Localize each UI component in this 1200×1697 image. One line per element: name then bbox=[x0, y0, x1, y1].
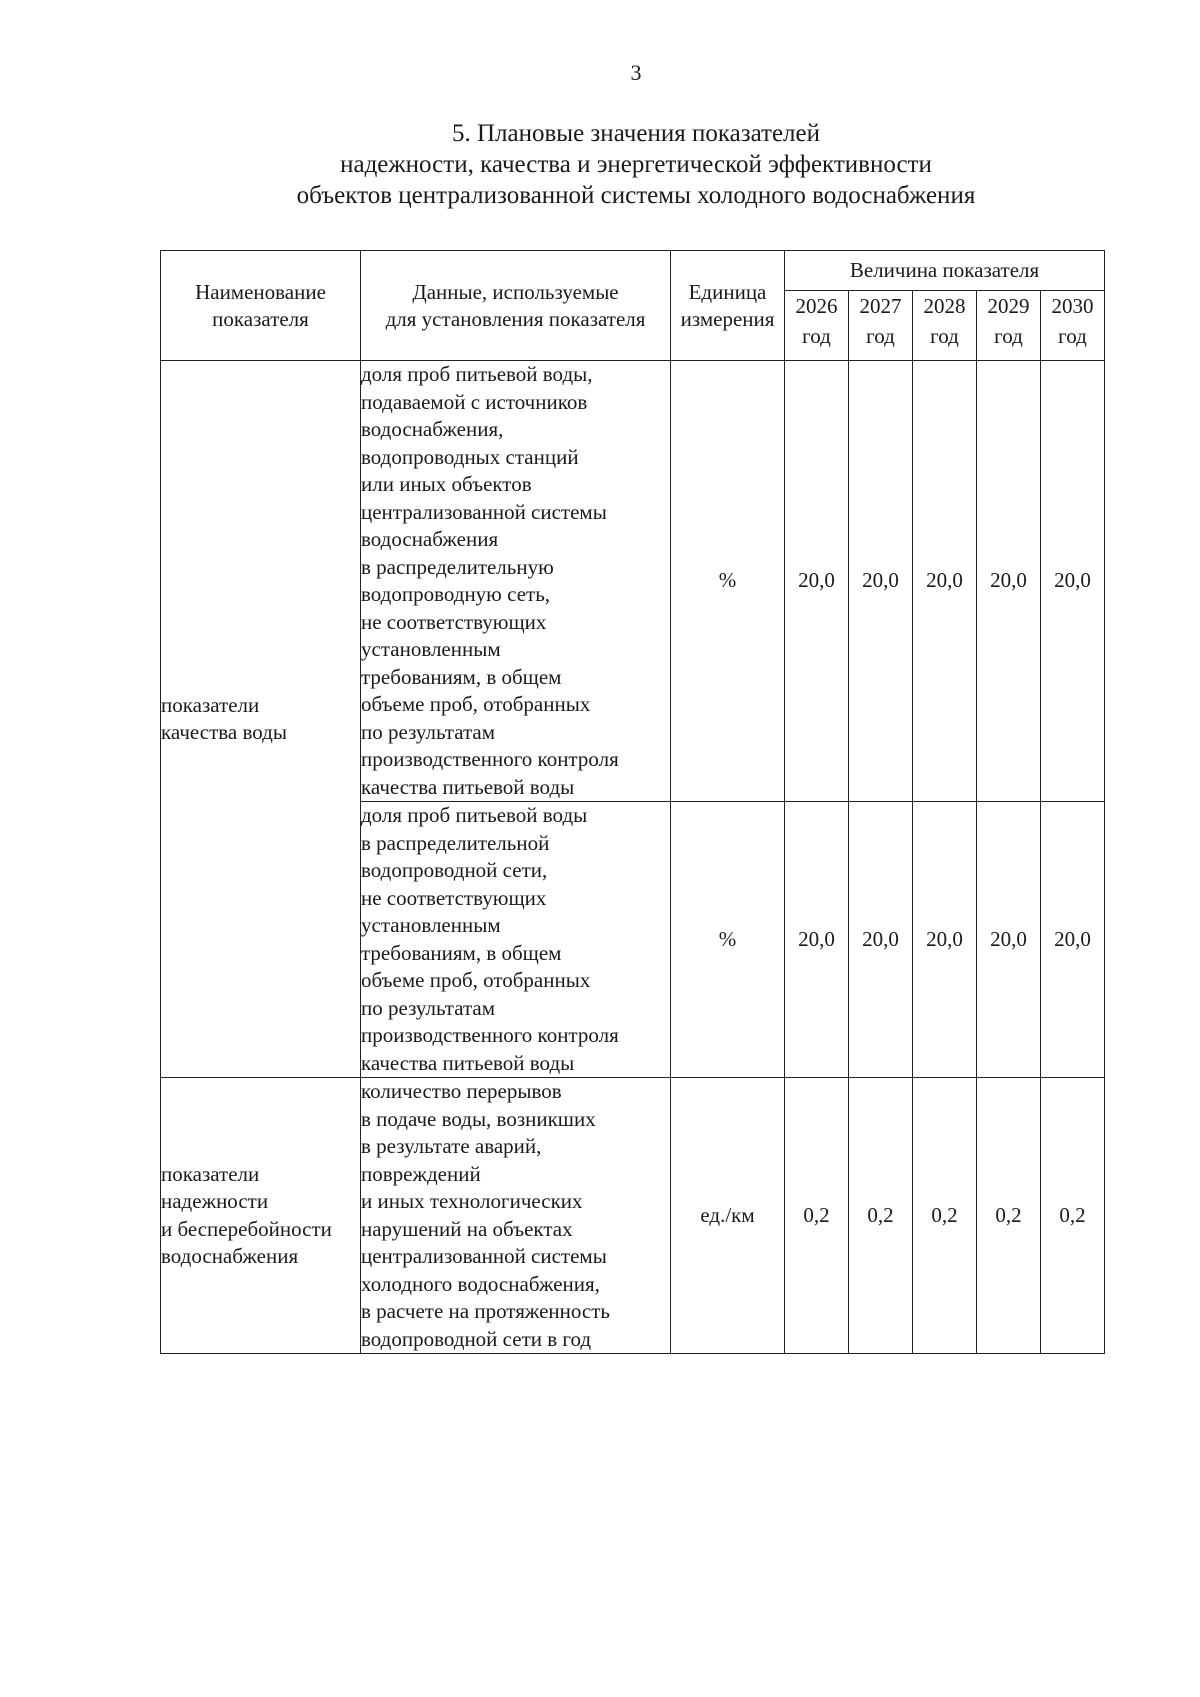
value-2027: 0,2 bbox=[849, 1078, 913, 1354]
value-2030: 20,0 bbox=[1041, 802, 1105, 1078]
value-2027: 20,0 bbox=[849, 802, 913, 1078]
page-title bbox=[0, 118, 1200, 211]
value-2030: 0,2 bbox=[1041, 1078, 1105, 1354]
title-line: надежности, качества и энергетической эффективности bbox=[340, 151, 932, 178]
indicator-source-data: доля проб питьевой воды, подаваемой с источников водоснабжения, водопроводных станций или иных объектов централизованной системы водоснабжения в распределительную водопроводную сеть, не соответствующих установленным требованиям, в общем объеме проб, отобранных по результатам производственного контроля качества питьевой воды bbox=[361, 361, 671, 802]
header-year-2028: 2028 год bbox=[913, 291, 977, 361]
indicator-name-reliability: показатели надежности и бесперебойности водоснабжения bbox=[161, 1078, 361, 1354]
title-line: объектов централизованной системы холодного водоснабжения bbox=[296, 182, 976, 209]
title-line: 5. Плановые значения показателей bbox=[451, 120, 821, 147]
value-2029: 20,0 bbox=[977, 802, 1041, 1078]
header-year-2027: 2027 год bbox=[849, 291, 913, 361]
table-row bbox=[161, 361, 1105, 802]
value-2026: 0,2 bbox=[785, 1078, 849, 1354]
unit-cell: % bbox=[671, 802, 785, 1078]
header-year-2026: 2026 год bbox=[785, 291, 849, 361]
table-row bbox=[161, 1078, 1105, 1354]
value-2028: 20,0 bbox=[913, 802, 977, 1078]
header-indicator-value: Величина показателя bbox=[785, 251, 1105, 291]
header-unit: Единица измерения bbox=[671, 251, 785, 361]
indicator-source-data: доля проб питьевой воды в распределительной водопроводной сети, не соответствующих установленным требованиям, в общем объеме проб, отобранных по результатам производственного контроля качества питьевой воды bbox=[361, 802, 671, 1078]
value-2028: 0,2 bbox=[913, 1078, 977, 1354]
value-2027: 20,0 bbox=[849, 361, 913, 802]
value-2030: 20,0 bbox=[1041, 361, 1105, 802]
page-number: 3 bbox=[630, 60, 642, 85]
indicator-name-water-quality: показатели качества воды bbox=[161, 361, 361, 1078]
value-2028: 20,0 bbox=[913, 361, 977, 802]
value-2026: 20,0 bbox=[785, 361, 849, 802]
indicator-source-data: количество перерывов в подаче воды, возникших в результате аварий, повреждений и иных технологических нарушений на объектах централизованной системы холодного водоснабжения, в расчете на протяженность водопроводной сети в год bbox=[361, 1078, 671, 1354]
header-source-data: Данные, используемые для установления показателя bbox=[361, 251, 671, 361]
header-year-2030: 2030 год bbox=[1041, 291, 1105, 361]
value-2026: 20,0 bbox=[785, 802, 849, 1078]
unit-cell: ед./км bbox=[671, 1078, 785, 1354]
indicators-table bbox=[160, 250, 1105, 1354]
header-indicator-name: Наименование показателя bbox=[161, 251, 361, 361]
value-2029: 0,2 bbox=[977, 1078, 1041, 1354]
header-year-2029: 2029 год bbox=[977, 291, 1041, 361]
unit-cell: % bbox=[671, 361, 785, 802]
value-2029: 20,0 bbox=[977, 361, 1041, 802]
